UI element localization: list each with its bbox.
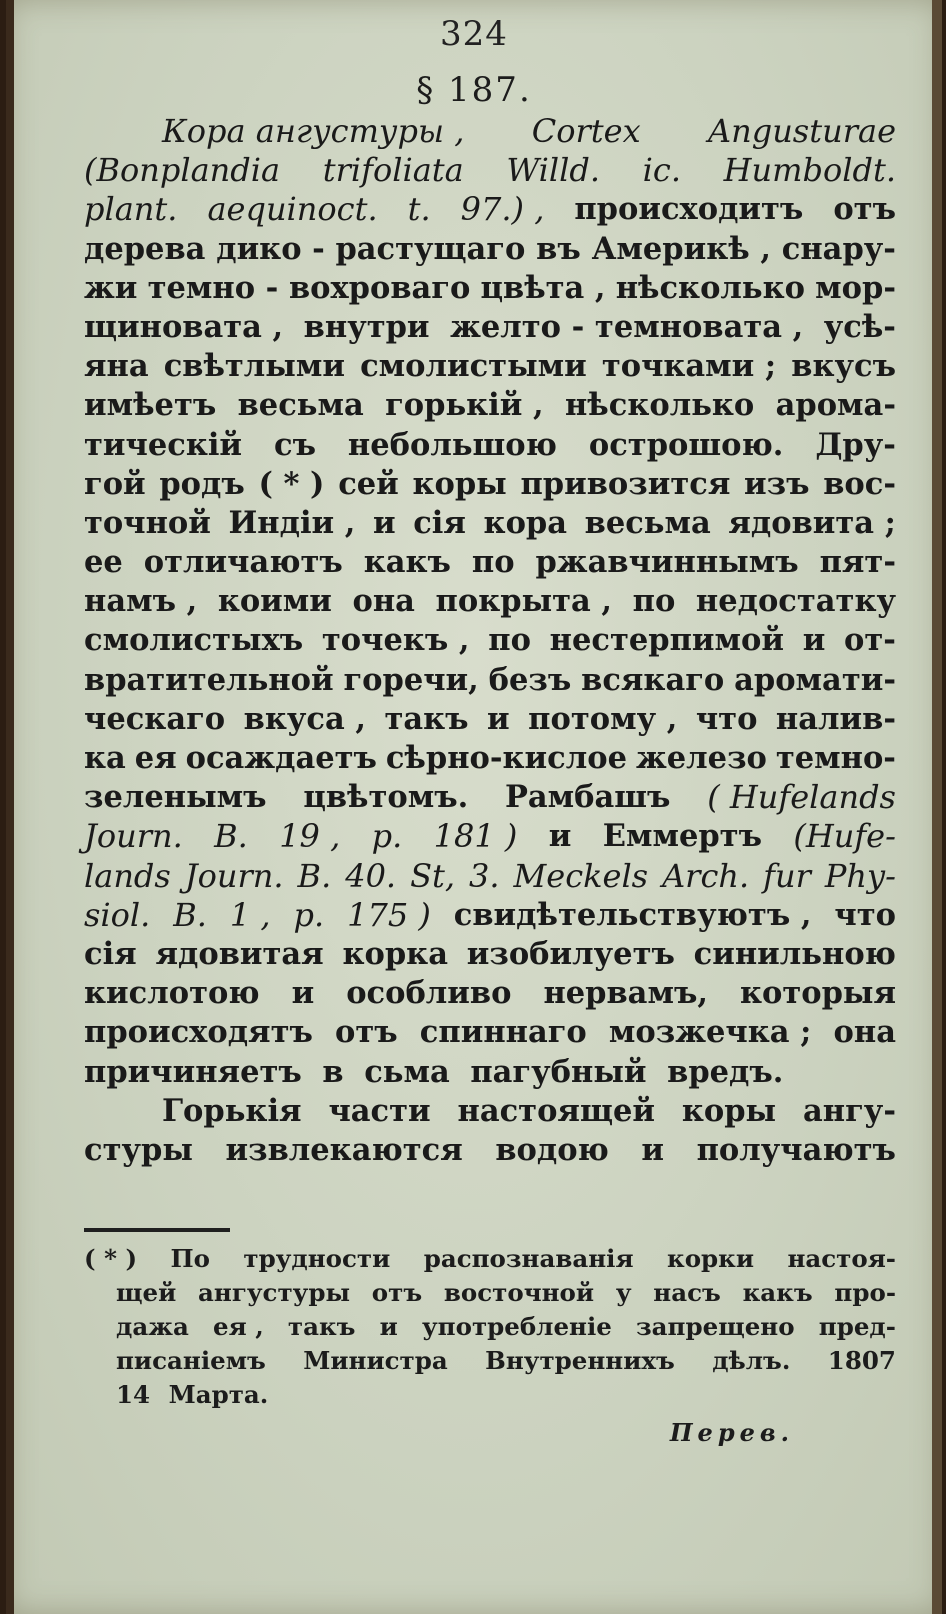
text-line: [84, 543, 896, 582]
word: небольшою: [347, 426, 557, 463]
word: Phy-: [824, 856, 896, 895]
word: изобилуетъ: [466, 935, 675, 972]
word: отъ: [371, 1278, 423, 1307]
word: Journ.: [184, 856, 284, 895]
word: она: [352, 583, 415, 620]
word: что: [834, 896, 896, 933]
word: и: [548, 818, 572, 855]
text-line: [84, 151, 896, 190]
word: и: [291, 975, 315, 1012]
footnote-line: [84, 1378, 896, 1412]
word: сей: [338, 465, 399, 502]
word: ангу-: [803, 1092, 896, 1129]
word: горькій ,: [385, 387, 544, 424]
word: коры: [681, 1092, 777, 1129]
word: нестерпимой: [549, 622, 784, 659]
word: синильною: [693, 935, 896, 972]
word: (Bonplandia: [84, 151, 281, 190]
word: Cortex: [531, 112, 641, 150]
word: Рамбашъ: [504, 779, 671, 816]
text-line: [84, 1131, 896, 1170]
word: fur: [763, 856, 811, 895]
page-number: 324: [440, 14, 508, 54]
word: покрыта ,: [435, 583, 613, 620]
word: отъ: [833, 191, 896, 228]
word: ее: [84, 544, 123, 581]
word: корки: [667, 1244, 755, 1273]
text-line: [84, 1013, 896, 1052]
word: 97.) ,: [460, 190, 545, 229]
word: цвѣта ,: [480, 269, 606, 306]
text-line: [84, 974, 896, 1013]
word: происходятъ: [84, 1014, 313, 1051]
word: B.: [173, 895, 207, 934]
word: яна: [84, 348, 149, 385]
word: безъ: [488, 661, 572, 698]
text-line: [84, 700, 896, 739]
word: по: [632, 583, 676, 620]
word: особливо: [346, 975, 512, 1012]
text-line: [84, 269, 896, 308]
word: Meckels: [513, 856, 649, 895]
text-line: [84, 896, 896, 935]
word: она: [833, 1014, 896, 1051]
word: вратительной: [84, 661, 334, 698]
text-line: [84, 308, 896, 347]
word: нервамъ,: [543, 975, 708, 1012]
text-line: [84, 1053, 896, 1092]
word: про-: [834, 1278, 896, 1307]
word: у: [615, 1278, 632, 1307]
text-line: [84, 347, 896, 386]
word: B.: [297, 856, 332, 895]
word: 175 ): [347, 895, 431, 934]
word: (Hufe-: [793, 817, 896, 856]
word: St,: [410, 856, 456, 895]
word: темно - вохроваго: [147, 269, 471, 306]
word: дѣлъ.: [712, 1346, 791, 1375]
word: употребленіе: [421, 1312, 612, 1341]
word: отъ: [335, 1014, 398, 1051]
word: сія: [84, 935, 137, 972]
word: которыя: [739, 975, 896, 1012]
text-line: [84, 426, 896, 465]
footnote: [84, 1242, 896, 1412]
word: ея ,: [213, 1312, 264, 1341]
word: Индіи ,: [228, 504, 356, 541]
word: гой: [84, 465, 146, 502]
word: налив-: [775, 700, 896, 737]
word: по: [471, 544, 515, 581]
word: кора: [483, 504, 568, 541]
word: и: [373, 504, 396, 541]
text-line: [84, 465, 896, 504]
text-line: [84, 661, 896, 700]
word: въ: [536, 230, 581, 267]
word: настоящей: [457, 1092, 655, 1129]
word: точной: [84, 504, 211, 541]
word: насъ: [653, 1278, 721, 1307]
text-line: [84, 621, 896, 660]
word: 1 ,: [229, 895, 271, 934]
word: и: [641, 1131, 665, 1168]
word: 181 ): [433, 817, 518, 856]
word: ка: [84, 740, 126, 776]
word: сѣрно-кислое: [385, 740, 627, 776]
word: снару-: [781, 230, 896, 267]
word: отличаютъ: [143, 544, 343, 581]
word: siol.: [84, 895, 151, 934]
word: Кора ангустуры ,: [162, 112, 465, 150]
word: нѣсколько: [564, 387, 755, 424]
text-line: [84, 778, 896, 817]
word: кислотою: [84, 975, 260, 1012]
word: смолистыми: [360, 348, 587, 385]
word: жи: [84, 269, 138, 306]
word: извлекаются: [225, 1131, 463, 1168]
word: 14 Марта.: [116, 1380, 269, 1409]
word: ангустуры: [198, 1278, 351, 1307]
word: 3.: [468, 856, 500, 895]
word: усѣ-: [823, 308, 896, 345]
text-line: [84, 739, 896, 778]
text-line: [84, 817, 896, 856]
word: ржавчиннымъ: [535, 544, 799, 581]
word: восточной: [443, 1278, 595, 1307]
word: Journ.: [84, 817, 183, 856]
word: ядовитая: [155, 935, 324, 972]
word: водою: [495, 1131, 609, 1168]
text-line: [84, 857, 896, 896]
word: железо: [635, 740, 767, 776]
word: B.: [214, 817, 248, 856]
word: щей: [116, 1278, 177, 1307]
word: и: [379, 1312, 398, 1341]
word: недостатку: [695, 583, 896, 620]
word: ( * ): [84, 1244, 138, 1273]
word: и: [802, 622, 826, 659]
section-heading: § 187.: [416, 70, 532, 110]
word: 40.: [345, 856, 397, 895]
text-line: [84, 504, 896, 543]
word: желто - темновата ,: [450, 308, 804, 345]
footnote-line: [84, 1242, 896, 1276]
word: мозжечка ;: [608, 1014, 812, 1051]
word: Внутреннихъ: [485, 1346, 675, 1375]
word: и: [487, 700, 510, 737]
word: нѣсколько: [615, 269, 806, 306]
word: ic.: [642, 151, 681, 190]
word: трудности: [243, 1244, 391, 1273]
word: пят-: [819, 544, 896, 581]
word: Angusturae: [707, 112, 896, 150]
word: p.: [293, 895, 325, 934]
word: причиняетъ в сьма пагубный вредъ.: [84, 1053, 784, 1090]
footnote-signature: Перев.: [669, 1418, 794, 1447]
word: цвѣтомъ.: [303, 779, 469, 816]
text-line: [84, 386, 896, 425]
word: тическій: [84, 426, 243, 463]
word: ядовита ;: [728, 504, 896, 541]
word: щиновата ,: [84, 308, 284, 345]
word: стуры: [84, 1131, 193, 1168]
word: 1807: [827, 1346, 896, 1375]
text-line: [84, 1092, 896, 1131]
word: точками ;: [601, 348, 777, 385]
word: изъ: [744, 465, 810, 502]
footnote-line: [84, 1310, 896, 1344]
text-line: [84, 112, 896, 151]
word: Willd.: [506, 151, 601, 190]
word: p.: [371, 817, 403, 856]
word: пред-: [818, 1312, 896, 1341]
word: aequinoct.: [207, 190, 378, 229]
word: привозится: [520, 465, 731, 502]
word: смолистыхъ: [84, 622, 304, 659]
page-left-edge: [6, 0, 14, 1614]
text-line: [84, 230, 896, 269]
word: trifoliata: [322, 151, 464, 190]
word: Дру-: [815, 426, 896, 463]
word: корка: [342, 935, 448, 972]
word: вос-: [823, 465, 896, 502]
word: родъ: [159, 465, 245, 502]
word: по: [488, 622, 531, 659]
word: всякаго: [581, 661, 725, 698]
word: вкуса ,: [243, 700, 366, 737]
word: коими: [217, 583, 332, 620]
word: спиннаго: [419, 1014, 587, 1051]
word: свидѣтельствуютъ ,: [453, 896, 812, 933]
word: Еммертъ: [602, 818, 762, 855]
word: ( Hufelands: [707, 778, 896, 817]
word: горечи,: [343, 661, 479, 698]
footnote-line: [84, 1276, 896, 1310]
word: такъ: [384, 700, 469, 737]
word: какъ: [742, 1278, 813, 1307]
word: писаніемъ: [116, 1346, 266, 1375]
footnote-line: [84, 1344, 896, 1378]
page-right-edge: [932, 0, 942, 1614]
word: запрещено: [636, 1312, 795, 1341]
word: дико - растущаго: [216, 230, 526, 267]
word: Humboldt.: [723, 151, 896, 190]
word: имѣетъ: [84, 387, 217, 424]
text-line: [84, 582, 896, 621]
word: Америкѣ ,: [591, 230, 771, 267]
word: 19 ,: [279, 817, 341, 856]
word: ея: [134, 740, 177, 776]
word: получаютъ: [696, 1131, 896, 1168]
text-line: [84, 190, 896, 229]
word: дажа: [116, 1312, 189, 1341]
word: части: [328, 1092, 431, 1129]
word: коры: [412, 465, 507, 502]
word: дерева: [84, 230, 206, 267]
word: намъ ,: [84, 583, 198, 620]
word: мор-: [815, 269, 896, 306]
word: t.: [407, 190, 431, 229]
word: По: [170, 1244, 210, 1273]
word: такъ: [287, 1312, 356, 1341]
word: весьма: [237, 387, 364, 424]
word: происходитъ: [574, 191, 804, 228]
word: арома-: [775, 387, 896, 424]
word: внутри: [303, 308, 430, 345]
word: зеленымъ: [84, 779, 267, 816]
word: Горькія: [162, 1092, 302, 1129]
footnote-rule: [84, 1228, 230, 1232]
word: свѣтлыми: [163, 348, 345, 385]
word: потому ,: [528, 700, 678, 737]
word: сія: [413, 504, 466, 541]
word: вкусъ: [791, 348, 896, 385]
text-line: [84, 935, 896, 974]
word: распознаванія: [423, 1244, 634, 1273]
word: точекъ ,: [321, 622, 470, 659]
word: осаждаетъ: [185, 740, 377, 776]
word: Министра: [303, 1346, 448, 1375]
word: весьма: [584, 504, 711, 541]
word: plant.: [84, 190, 178, 229]
word: Arch.: [662, 856, 750, 895]
word: острошою.: [588, 426, 784, 463]
body-text: [84, 112, 896, 1170]
word: ( * ): [258, 465, 325, 502]
word: от-: [844, 622, 896, 659]
word: lands: [84, 856, 171, 895]
word: настоя-: [787, 1244, 896, 1273]
word: что: [695, 700, 758, 737]
word: аромати-: [734, 661, 896, 698]
word: ческаго: [84, 700, 226, 737]
word: съ: [274, 426, 316, 463]
word: какъ: [363, 544, 451, 581]
book-page: [6, 0, 942, 1614]
word: темно-: [775, 740, 896, 776]
